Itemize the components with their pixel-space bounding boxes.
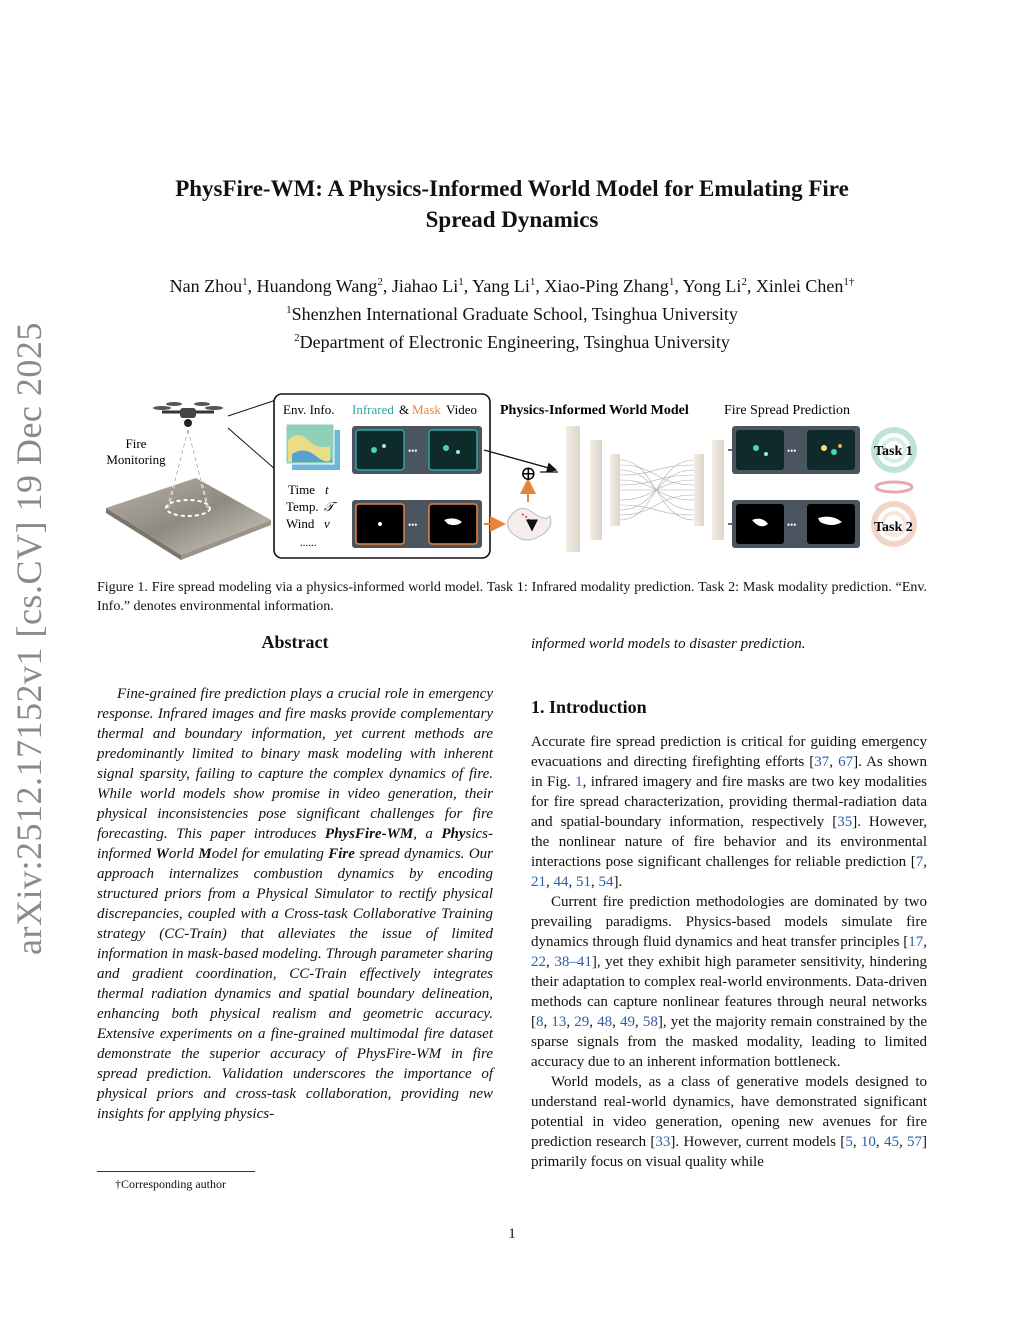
citation-link[interactable]: 8 xyxy=(536,1014,544,1030)
cycle-arrows-icon xyxy=(876,482,912,492)
env-map-thumbnail xyxy=(286,424,340,470)
abstract-section xyxy=(97,632,493,653)
footnote: †Corresponding author xyxy=(115,1177,226,1191)
task-1-badge xyxy=(874,430,914,470)
author: Huandong Wang xyxy=(256,276,378,296)
author-list: Nan Zhou$^1$, Huandong Wang$^2$, Jiahao Li$^1$, Yang Li$^1$, Xiao-Ping Zhang$^1$, Yong Li$^2$, Xinlei Chen$^{1\dagger}$ xyxy=(169,276,855,296)
author: Xinlei Chen xyxy=(755,276,844,296)
title-line-1: PhysFire-WM: A Physics-Informed World Model for Emulating Fire xyxy=(175,176,849,201)
citation-link[interactable]: 38–41 xyxy=(554,954,592,970)
paper-title xyxy=(120,173,904,235)
introduction-section xyxy=(531,697,927,1172)
svg-text:Task 1: Task 1 xyxy=(874,444,913,459)
fire-spread-prediction-label: Fire Spread Prediction xyxy=(724,403,850,418)
svg-text:&: & xyxy=(399,402,410,417)
infrared-input-filmstrip xyxy=(352,426,482,474)
intro-paragraph-1: Accurate fire spread prediction is critical for guiding emergency evacuations and directing firefighting efforts [37, 67]. As shown in Fig. 1, infrared imagery and fire masks are two key modalities for fire spread characterization, providing thermal-radiation data and spatial-boundary information, respectively [35]. However, the nonlinear nature of fire behavior and its environmental interactions pose significant challenges for reliable prediction [7, 21, 44, 51, 54]. xyxy=(531,734,928,890)
author: Yong Li xyxy=(682,276,742,296)
citation-link[interactable]: 5 xyxy=(845,1134,853,1150)
citation-link[interactable]: 54 xyxy=(598,874,614,890)
fire-monitoring-label-1: Fire xyxy=(125,436,147,451)
svg-text:Time: Time xyxy=(288,482,315,497)
citation-link[interactable]: 58 xyxy=(642,1014,658,1030)
infrared-label: Infrared xyxy=(352,402,394,417)
svg-text:•••: ••• xyxy=(787,520,797,530)
citation-link[interactable]: 57 xyxy=(907,1134,922,1150)
affiliation-1: $^1$Shenzhen International Graduate School, Tsinghua University xyxy=(286,304,738,324)
abstract-continuation: informed world models to disaster prediction. xyxy=(531,636,806,652)
svg-text:Wind: Wind xyxy=(286,516,315,531)
citation-link[interactable]: 35 xyxy=(837,814,853,830)
citation-link[interactable]: 67 xyxy=(838,754,854,770)
arxiv-stamp: arXiv:2512.17152v1 [cs.CV] 19 Dec 2025 xyxy=(9,322,49,955)
title-line-2: Spread Dynamics xyxy=(425,207,599,232)
svg-text:•••: ••• xyxy=(787,446,797,456)
world-model-network xyxy=(566,426,724,552)
figure-caption: Figure 1. Fire spread modeling via a physics-informed world model. Task 1: Infrared modality prediction. Task 2: Mask modality prediction. “Env. Info.” denotes environmental information. xyxy=(97,580,927,614)
citation-link[interactable]: 17 xyxy=(908,934,924,950)
introduction-heading: 1. Introduction xyxy=(531,697,647,717)
mask-output-filmstrip xyxy=(732,500,860,548)
citation-link[interactable]: 29 xyxy=(574,1014,590,1030)
fusion-plus-icon: ⊕ xyxy=(520,463,537,485)
citation-link[interactable]: 22 xyxy=(531,954,546,970)
author: Yang Li xyxy=(472,276,530,296)
citation-link[interactable]: 21 xyxy=(531,874,546,890)
page-number: 1 xyxy=(508,1226,516,1242)
infrared-output-filmstrip xyxy=(732,426,860,474)
citation-link[interactable]: 13 xyxy=(551,1014,567,1030)
svg-text:𝒯: 𝒯 xyxy=(324,499,334,514)
task-2-badge xyxy=(874,504,914,544)
intro-paragraph-3: World models, as a class of generative models designed to understand real-world dynamics, have demonstrated significant potential in video generation, opening new avenues for fire prediction research [33]. However, current models [5, 10, 45, 57] primarily focus on visual quality while xyxy=(531,1074,927,1170)
footnote-rule xyxy=(97,1171,255,1172)
citation-link[interactable]: 7 xyxy=(915,854,924,870)
citation-link[interactable]: 33 xyxy=(655,1134,671,1150)
world-model-label: Physics-Informed World Model xyxy=(500,403,689,418)
mask-label: Mask xyxy=(412,402,441,417)
figure-1 xyxy=(96,390,931,570)
citation-link[interactable]: 44 xyxy=(553,874,569,890)
physical-simulator-icon xyxy=(508,508,551,540)
citation-link[interactable]: 51 xyxy=(576,874,591,890)
env-info-label: Env. Info. xyxy=(283,402,335,417)
svg-text:Task 2: Task 2 xyxy=(874,520,913,535)
svg-text:Video: Video xyxy=(446,402,477,417)
author: Jiahao Li xyxy=(391,276,459,296)
figure-link[interactable]: 1 xyxy=(575,774,583,790)
svg-text:v: v xyxy=(324,516,330,531)
svg-text:Temp.: Temp. xyxy=(286,499,319,514)
abstract-text xyxy=(97,684,493,1124)
citation-link[interactable]: 45 xyxy=(883,1134,899,1150)
intro-paragraph-2: Current fire prediction methodologies are dominated by two prevailing paradigms. Physics-based models simulate fire dynamics through fluid dynamics and heat transfer principles [17, 22, 38–41], yet they exhibit high parameter sensitivity, hindering their adaptation to complex real-world environments. Data-driven methods can capture nonlinear features through neural networks [8, 13, 29, 48, 49, 58], yet the majority remain constrained by the sparse signals from the masked modality, leading to limited accuracy due to an inherent information bottleneck. xyxy=(531,894,928,1070)
citation-link[interactable]: 10 xyxy=(860,1134,876,1150)
abstract-heading: Abstract xyxy=(261,632,329,652)
citation-link[interactable]: 37 xyxy=(814,754,830,770)
svg-text:•••: ••• xyxy=(408,520,418,530)
figure-1-diagram xyxy=(96,390,931,570)
author-block xyxy=(80,270,944,354)
fire-monitoring-label-2: Monitoring xyxy=(106,452,166,467)
svg-text:......: ...... xyxy=(300,537,317,549)
author: Nan Zhou xyxy=(169,276,243,296)
citation-link[interactable]: 48 xyxy=(597,1014,613,1030)
mask-input-filmstrip xyxy=(352,500,482,548)
svg-text:•••: ••• xyxy=(408,446,418,456)
affiliation-2: $^2$Department of Electronic Engineering, Tsinghua University xyxy=(294,332,730,352)
svg-text:t: t xyxy=(325,482,329,497)
author: Xiao-Ping Zhang xyxy=(544,276,669,296)
drone-icon xyxy=(153,402,223,427)
citation-link[interactable]: 49 xyxy=(620,1014,635,1030)
abstract-paragraph: Fine-grained fire prediction plays a crucial role in emergency response. Infrared images and fire masks provide complementary thermal and boundary information, yet current methods are predominantly limited to binary mask modeling with inherent signal sparsity, failing to capture the complex dynamics of fire. While world models show promise in video generation, their physical inconsistencies pose significant challenges for fire forecasting. This paper introduces PhysFire-WM, a Physics-informed World Model for emulating Fire spread dynamics. Our approach internalizes combustion dynamics by encoding structured priors from a Physical Simulator to rectify physical discrepancies, coupled with a Cross-task Collaborative Training strategy (CC-Train) that alleviates the issue of limited information in mask-based modeling. Through parameter sharing and gradient coordination, CC-Train effectively integrates thermal radiation dynamics and spatial boundary delineation, enhancing both physical realism and geometric accuracy. Extensive experiments on a fine-grained multimodal fire dataset demonstrate the superior accuracy of PhysFire-WM in fire spread prediction. Validation underscores the importance of physical priors and cross-task collaboration, providing new insights for applying physics- xyxy=(97,686,493,1122)
